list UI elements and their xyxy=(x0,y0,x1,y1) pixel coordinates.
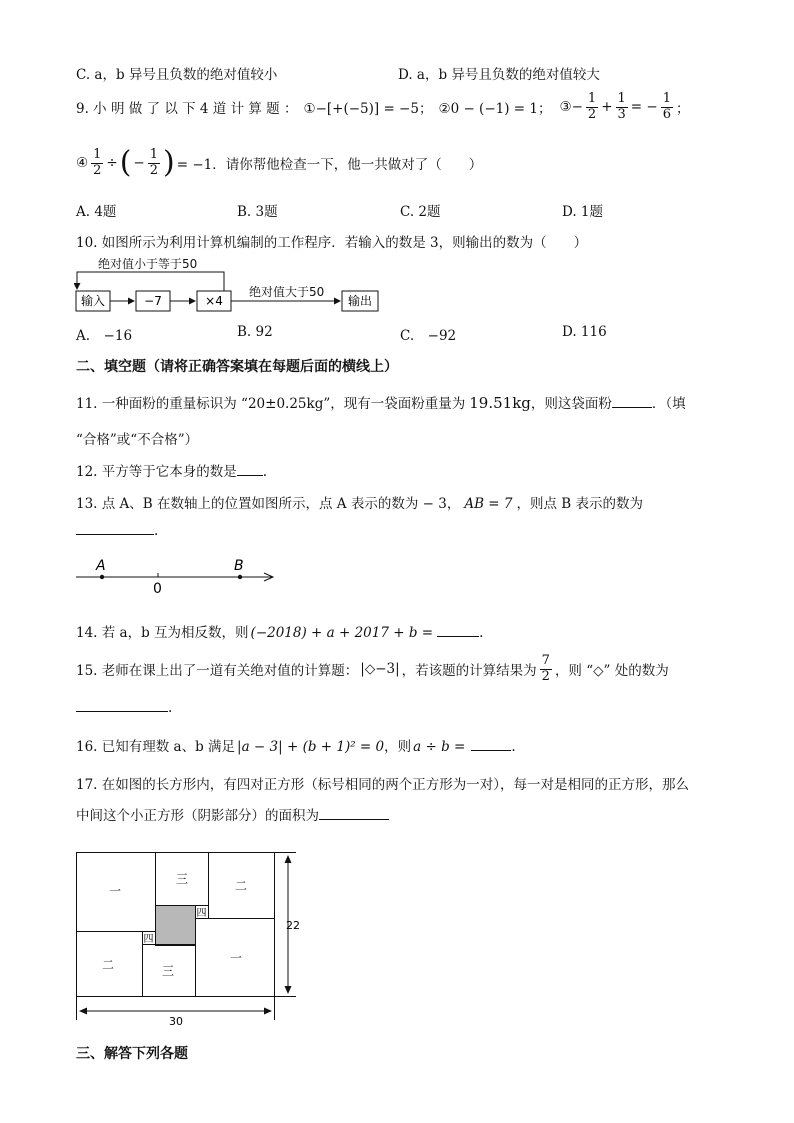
q17-text: 中间这个小正方形（阴影部分）的面积为 xyxy=(76,808,319,824)
q10-arrow-label: 绝对值大于50 xyxy=(249,285,325,299)
q11-value2: 19.51kg xyxy=(469,394,531,412)
q9-paren-left: ( xyxy=(119,145,132,181)
q9-frac-sixth: $\frac{1}{6}$ xyxy=(662,91,671,122)
q17-label-one-top: 一 xyxy=(109,884,122,898)
q14-text: 14. 若 a，b 互为相反数，则 xyxy=(76,625,249,641)
section-3-heading: 三、解答下列各题 xyxy=(76,1046,188,1062)
q10-box-output-label: 输出 xyxy=(347,294,373,308)
q12 xyxy=(76,460,267,480)
q13-line1 xyxy=(76,492,643,512)
q14 xyxy=(76,621,483,641)
q10-flowchart xyxy=(74,252,394,318)
q13-point-b xyxy=(238,575,242,579)
q16 xyxy=(76,735,516,755)
q15-end: . xyxy=(168,700,173,716)
q8-option-d: D. a，b 异号且负数的绝对值较大 xyxy=(398,67,600,83)
q9-option-a: A. 4题 xyxy=(76,204,117,220)
q15-text: 15. 老师在课上出了一道有关绝对值的计算题： xyxy=(76,663,359,680)
q9-option-c: C. 2题 xyxy=(400,204,441,220)
section-2-heading: 二、填空题（请将正确答案填在每题后面的横线上） xyxy=(76,359,398,375)
q11-text-d: ．（填 xyxy=(651,396,686,412)
q13-label-origin: 0 xyxy=(153,581,162,597)
q17-height-label: 22 xyxy=(286,919,300,932)
q15-line2 xyxy=(76,699,172,716)
q10-option-b: B. 92 xyxy=(237,324,273,340)
q13-text2: ，则点 B 表示的数为 xyxy=(516,496,643,512)
q13-label-a: A xyxy=(96,558,106,574)
q13-end: . xyxy=(154,523,159,539)
q9-frac-half-2: $\frac{1}{2}$ xyxy=(93,147,102,178)
q14-expr: (−2018) + a + 2017 + b = xyxy=(250,625,434,641)
q9-expr3a: ③− xyxy=(559,99,583,116)
q13-point-a xyxy=(100,575,104,579)
q8-option-c: C. a，b 异号且负数的绝对值较小 xyxy=(76,67,278,83)
q9-paren-right: ) xyxy=(163,145,175,181)
q13-eq: AB = 7 xyxy=(464,496,513,512)
q9-expr1: ①−[+(−5)] = −5； xyxy=(303,101,433,118)
q17-rectangle-figure xyxy=(72,848,308,1028)
q17-width-label: 30 xyxy=(169,1015,183,1028)
q15-text2: ，若该题的计算结果为 xyxy=(401,663,537,680)
q17-shaded-square xyxy=(156,906,196,946)
q10-option-c: C. −92 xyxy=(400,328,457,344)
q11-text-b: ”，现有一袋面粉重量为 xyxy=(323,396,466,412)
q14-end: . xyxy=(479,625,484,641)
q9-expr2: ②0 − (−1) = 1； xyxy=(438,101,552,118)
q17-label-three-top: 三 xyxy=(176,872,189,886)
q11-text-c: ，则这袋面粉 xyxy=(530,396,612,412)
q17-label-three-bottom: 三 xyxy=(162,964,175,978)
q13-text: 13. 点 A、B 在数轴上的位置如图所示，点 A 表示的数为 − 3， xyxy=(76,496,461,512)
q16-blank[interactable] xyxy=(471,738,511,751)
q17-line1: 17. 在如图的长方形内，有四对正方形（标号相同的两个正方形为一对），每一对是相同的正方形，那么 xyxy=(76,777,690,793)
q10-option-a: A. −16 xyxy=(76,328,133,344)
q15-blank[interactable] xyxy=(76,699,168,712)
q10-option-d: D. 116 xyxy=(562,324,607,340)
q17-blank[interactable] xyxy=(319,807,389,820)
q9-expr4d: = −1．请你帮他检查一下，他一共做对了（ ） xyxy=(176,157,483,174)
q15-frac: $\frac{7}{2}$ xyxy=(541,653,550,684)
q14-blank[interactable] xyxy=(437,624,479,637)
q17-label-four-bottom: 四 xyxy=(143,934,154,945)
q9-line2 xyxy=(76,145,483,181)
q17-line2 xyxy=(76,804,389,824)
q9-divide: ÷ xyxy=(106,155,118,172)
q9-expr3d: ； xyxy=(675,101,690,118)
q15-line1 xyxy=(76,654,669,685)
q10-box-times4-label: ×4 xyxy=(205,294,223,308)
q16-expr2: a ÷ b = xyxy=(413,739,466,755)
q9-expr3b: + xyxy=(601,99,613,116)
q10-box-minus7-label: −7 xyxy=(144,294,162,308)
q13-label-b: B xyxy=(234,558,244,574)
q13-blank[interactable] xyxy=(76,522,154,535)
q16-text: 16. 已知有理数 a、b 满足 xyxy=(76,739,236,755)
q17-label-one-bottom: 一 xyxy=(230,951,243,965)
q9-minus: − xyxy=(133,155,145,172)
q11-line1 xyxy=(76,392,686,412)
q15-expr: |◇−3| xyxy=(360,661,400,678)
q12-text: 12. 平方等于它本身的数是 xyxy=(76,464,237,480)
q17-label-four-top: 四 xyxy=(196,908,207,919)
q16-text2: ，则 xyxy=(384,739,412,755)
q9-option-d: D. 1题 xyxy=(562,204,604,220)
q12-blank[interactable] xyxy=(237,463,263,476)
q9-line1 xyxy=(76,92,689,123)
q11-line2: “合格”或“不合格”） xyxy=(76,432,199,448)
q11-value1: 20±0.25kg xyxy=(247,396,324,412)
q16-end: . xyxy=(511,739,516,755)
q10-stem: 10. 如图所示为利用计算机编制的工作程序．若输入的数是 3，则输出的数为（ ） xyxy=(76,235,588,251)
q9-option-b: B. 3题 xyxy=(237,204,278,220)
q9-prefix: 9. 小 明 做 了 以 下 4 道 计 算 题 ： xyxy=(76,101,298,118)
q9-expr4a: ④ xyxy=(76,155,89,172)
q17-label-two-bottom: 二 xyxy=(102,958,115,972)
q9-frac-third: $\frac{1}{3}$ xyxy=(617,91,626,122)
q13-number-line xyxy=(72,555,282,597)
q12-end: . xyxy=(262,464,268,480)
q10-box-input-label: 输入 xyxy=(80,294,106,308)
q10-loop-line xyxy=(77,272,224,291)
q13-line2 xyxy=(76,522,158,539)
q10-loop-label: 绝对值小于等于50 xyxy=(98,257,198,271)
q16-expr: |a − 3| + (b + 1)² = 0 xyxy=(237,739,385,755)
q15-text3: ，则 “◇” 处的数为 xyxy=(554,663,669,680)
q9-expr3c: = − xyxy=(630,99,658,116)
q9-frac-half-3: $\frac{1}{2}$ xyxy=(149,147,159,178)
q17-label-two-top: 二 xyxy=(235,879,248,893)
q9-frac-half: $\frac{1}{2}$ xyxy=(587,91,597,122)
q11-text-a: 11. 一种面粉的重量标识为 “ xyxy=(76,396,248,412)
q11-blank[interactable] xyxy=(612,395,652,408)
